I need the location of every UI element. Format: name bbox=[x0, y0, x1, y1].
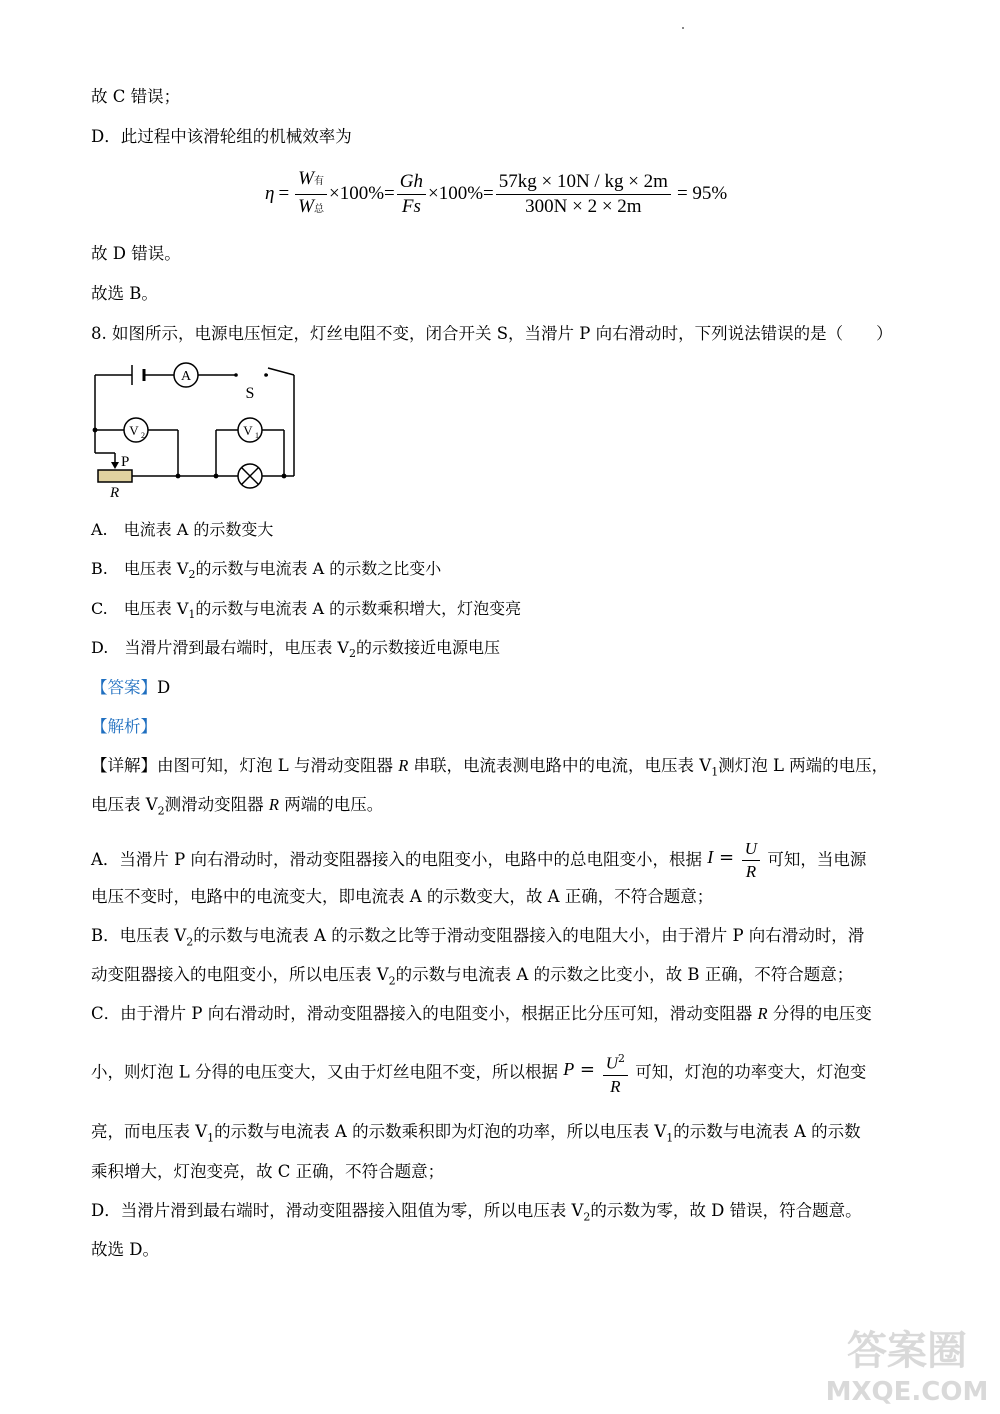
circuit-diagram bbox=[88, 358, 303, 503]
option-a: A. 电流表 A 的示数变大 bbox=[91, 520, 274, 539]
detail-line-2: 电压表 $V_2$测滑动变阻器 R 两端的电压。 bbox=[91, 795, 384, 818]
v2-label: V bbox=[129, 423, 139, 438]
answer-line bbox=[91, 677, 170, 699]
eta-symbol: η bbox=[265, 183, 275, 204]
detail-b-line-1: B．电压表 $V_2$的示数与电流表 A 的示数之比等于滑动变阻器接入的电阻大小，由于滑片 P 向右滑动时，滑 bbox=[91, 926, 865, 949]
site-watermark bbox=[822, 1318, 992, 1408]
scan-dot bbox=[682, 27, 684, 29]
analysis-tag: 【解析】 bbox=[91, 717, 157, 736]
watermark-url: MXQE.COM bbox=[825, 1377, 989, 1407]
line-d-wrong: 故 D 错误。 bbox=[91, 244, 181, 263]
v2-sub: 2 bbox=[141, 431, 145, 440]
resistor-label: R bbox=[110, 485, 120, 501]
times-100-2: ×100% bbox=[427, 183, 484, 204]
v1-sub: 1 bbox=[255, 431, 259, 440]
fraction-numeric: $\frac{57kg \times 10N / kg \times 2m}{300N \times 2 \times 2m}$ bbox=[496, 170, 671, 219]
efficiency-equation: η = $\frac{\text{W有}}{\text{W总}}$ ×100% = $\frac{Gh}{Fs}$ ×100% = $\frac{57kg \times 10N / kg \times 2m}{300N \times 2 \times 2m}$ = 95% bbox=[265, 168, 727, 220]
option-d: D. 当滑片滑到最右端时，电压表 $V_2$的示数接近电源电压 bbox=[91, 638, 501, 661]
detail-c-line-4: 乘积增大，灯泡变亮，故 C 正确，不符合题意； bbox=[91, 1162, 445, 1181]
slider-label: P bbox=[121, 454, 130, 470]
ammeter-label: A bbox=[180, 369, 192, 384]
line-choose-b: 故选 B。 bbox=[91, 284, 158, 303]
answer-tag: 【答案】 bbox=[91, 678, 157, 697]
line-d-efficiency: D．此过程中该滑轮组的机械效率为 bbox=[91, 127, 352, 146]
option-c: C. 电压表 $V_1$的示数与电流表 A 的示数乘积增大，灯泡变亮 bbox=[91, 599, 522, 622]
detail-line-1: 【详解】由图可知，灯泡 L 与滑动变阻器 R 串联，电流表测电路中的电流，电压表 $V_1$测灯泡 L 两端的电压， bbox=[91, 756, 889, 779]
detail-c-line-3: 亮，而电压表 $V_1$的示数与电流表 A 的示数乘积即为灯泡的功率，所以电压表 $V_1$的示数与电流表 A 的示数 bbox=[91, 1122, 861, 1145]
final-choice: 故选 D。 bbox=[91, 1240, 159, 1259]
detail-a-line-1: A．当滑片 P 向右滑动时，滑动变阻器接入的电阻变小，电路中的总电阻变小，根据 I = $\frac{U}{R}$ 可知，当电源 bbox=[91, 839, 867, 881]
times-100-1: ×100% bbox=[328, 183, 385, 204]
detail-c-line-1: C．由于滑片 P 向右滑动时，滑动变阻器接入的电阻变小，根据正比分压可知，滑动变阻器 R 分得的电压变 bbox=[91, 1004, 872, 1023]
v1-label: V bbox=[243, 423, 253, 438]
fraction-gh-fs: $\frac{Gh}{Fs}$ bbox=[397, 170, 426, 219]
switch-label: S bbox=[245, 385, 255, 402]
question-8: 8. 如图所示，电源电压恒定，灯丝电阻不变，闭合开关 S，当滑片 P 向右滑动时，下列说法错误的是（ ） bbox=[91, 324, 893, 343]
detail-b-line-2: 动变阻器接入的电阻变小，所以电压表 $V_2$的示数与电流表 A 的示数之比变小，故 B 正确，不符合题意； bbox=[91, 965, 854, 988]
detail-a-line-2: 电压不变时，电路中的电流变大，即电流表 A 的示数变大，故 A 正确，不符合题意； bbox=[91, 887, 714, 906]
fraction-useful-total: $\frac{\text{W有}}{\text{W总}}$ bbox=[295, 167, 327, 222]
watermark-logo-text: 答案圈 bbox=[847, 1328, 967, 1374]
option-b: B. 电压表 $V_2$的示数与电流表 A 的示数之比变小 bbox=[91, 559, 442, 582]
line-c-wrong: 故 C 错误； bbox=[91, 87, 181, 106]
answer-value: D bbox=[157, 678, 171, 697]
detail-d-line: D．当滑片滑到最右端时，滑动变阻器接入阻值为零，所以电压表 $V_2$的示数为零，故 D 错误，符合题意。 bbox=[91, 1201, 862, 1224]
detail-c-line-2: 小，则灯泡 L 分得的电压变大，又由于灯丝电阻不变，所以根据 P = $\frac{U^2}{R}$ 可知，灯泡的功率变大，灯泡变 bbox=[91, 1048, 866, 1098]
efficiency-result: = 95% bbox=[676, 183, 728, 204]
